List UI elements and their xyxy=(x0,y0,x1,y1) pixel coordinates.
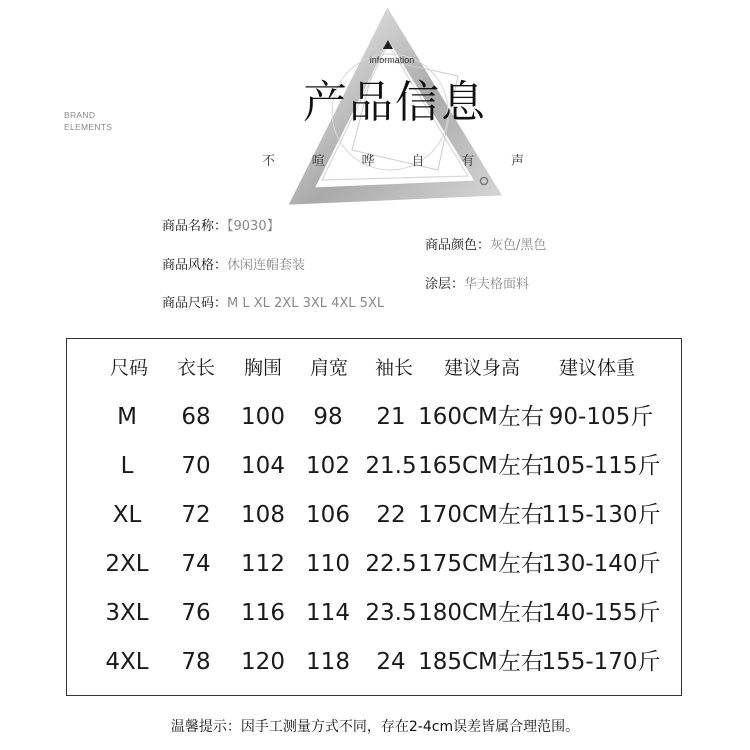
table-cell: 76 xyxy=(181,600,211,626)
subtitle-char: 不 xyxy=(262,154,276,169)
brand-line-1: BRAND xyxy=(64,110,96,120)
spec-label: 商品颜色： xyxy=(425,238,491,253)
table-cell: M xyxy=(117,404,137,430)
table-row xyxy=(67,442,681,491)
table-cell: 21.5 xyxy=(365,453,417,479)
table-cell: 104 xyxy=(241,453,285,479)
table-cell: 115-130斤 xyxy=(541,502,661,528)
table-cell: 170CM左右 xyxy=(418,502,544,528)
table-cell: 22 xyxy=(376,502,406,528)
table-cell: 180CM左右 xyxy=(418,600,544,626)
table-row xyxy=(67,589,681,638)
table-row xyxy=(67,491,681,540)
information-label: information xyxy=(369,55,415,65)
brand-line-2: ELEMENTS xyxy=(64,122,113,132)
table-row xyxy=(67,638,681,687)
table-header-row xyxy=(67,344,681,393)
table-cell: 185CM左右 xyxy=(418,649,544,675)
table-cell: 78 xyxy=(181,649,211,675)
table-cell: 155-170斤 xyxy=(541,649,661,675)
spec-product-name xyxy=(162,218,280,236)
header-cell: 肩宽 xyxy=(309,357,349,379)
table-cell: 24 xyxy=(376,649,406,675)
header-cell: 胸围 xyxy=(243,357,283,379)
table-cell: 106 xyxy=(306,502,350,528)
table-cell: L xyxy=(120,453,134,479)
table-cell: 114 xyxy=(306,600,350,626)
table-cell: 70 xyxy=(181,453,211,479)
spec-label: 涂层： xyxy=(425,277,465,292)
table-row xyxy=(67,540,681,589)
header-cell: 建议体重 xyxy=(558,357,636,379)
measurement-note: 温馨提示：因手工测量方式不同，存在2-4cm误差皆属合理范围。 xyxy=(170,719,580,735)
subtitle-char: 哗 xyxy=(361,154,375,169)
subtitle-char: 自 xyxy=(411,154,425,169)
table-cell: 118 xyxy=(306,649,350,675)
spec-value: 灰色/黑色 xyxy=(490,238,547,253)
table-cell: 74 xyxy=(181,551,211,577)
spec-value: 华夫格面料 xyxy=(464,277,530,292)
table-cell: 160CM左右 xyxy=(418,404,544,430)
table-cell: 23.5 xyxy=(365,600,417,626)
table-cell: 116 xyxy=(241,600,285,626)
header-cell: 袖长 xyxy=(374,357,414,379)
table-cell: 100 xyxy=(241,404,285,430)
table-cell: 21 xyxy=(376,404,406,430)
table-cell: 2XL xyxy=(105,551,149,577)
spec-product-sizes xyxy=(162,295,384,313)
spec-product-color xyxy=(425,237,546,255)
spec-value: M L XL 2XL 3XL 4XL 5XL xyxy=(227,296,385,311)
page-title: 产品信息 xyxy=(303,77,487,128)
table-row xyxy=(67,393,681,442)
table-cell: 22.5 xyxy=(365,551,417,577)
header-cell: 衣长 xyxy=(176,357,216,379)
spec-label: 商品风格： xyxy=(162,258,228,273)
subtitle-char: 喧 xyxy=(311,154,325,169)
table-cell: 68 xyxy=(181,404,211,430)
table-cell: 105-115斤 xyxy=(541,453,661,479)
table-cell: 165CM左右 xyxy=(418,453,544,479)
spec-coating xyxy=(425,276,529,294)
table-cell: 98 xyxy=(313,404,343,430)
table-cell: 102 xyxy=(306,453,350,479)
table-cell: 108 xyxy=(241,502,285,528)
brand-elements-label xyxy=(64,109,112,133)
table-cell: 90-105斤 xyxy=(548,404,654,430)
spec-value: 休闲连帽套装 xyxy=(227,258,306,273)
spec-product-style xyxy=(162,257,305,275)
table-cell: 175CM左右 xyxy=(418,551,544,577)
subtitle-char: 声 xyxy=(510,154,524,169)
table-cell: 3XL xyxy=(105,600,149,626)
table-cell: 72 xyxy=(181,502,211,528)
spec-value: 【9030】 xyxy=(227,219,280,234)
size-table xyxy=(66,338,682,696)
subtitle-char: 有 xyxy=(461,154,475,169)
table-cell: 140-155斤 xyxy=(541,600,661,626)
spec-label: 商品尺码： xyxy=(162,296,228,311)
table-cell: XL xyxy=(112,502,142,528)
header-cell: 建议身高 xyxy=(443,357,521,379)
table-cell: 4XL xyxy=(105,649,149,675)
header-cell: 尺码 xyxy=(109,357,149,379)
table-cell: 130-140斤 xyxy=(541,551,661,577)
spec-label: 商品名称： xyxy=(162,219,228,234)
table-cell: 110 xyxy=(306,551,350,577)
table-cell: 120 xyxy=(241,649,285,675)
table-cell: 112 xyxy=(241,551,285,577)
subtitle xyxy=(262,150,524,169)
